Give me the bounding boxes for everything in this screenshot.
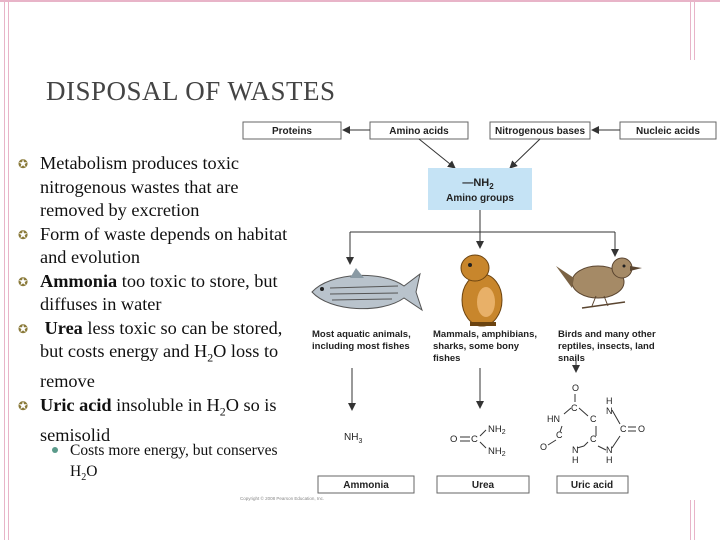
uric-hn: HN: [547, 414, 560, 424]
uric-c-left: C: [556, 430, 563, 440]
bullet-text: insoluble in H: [111, 394, 220, 415]
group-label-birds: Birds and many other reptiles, insects, land snails: [558, 329, 656, 364]
ammonia-formula: [344, 432, 362, 445]
bullet-text-tail: O so is semisolid: [40, 394, 277, 445]
urea-o: O: [450, 434, 458, 445]
group-label-mammals: Mammals, amphibians, sharks, some bony fishes: [433, 329, 538, 364]
arrow-amino-to-group: [419, 139, 455, 168]
subscript: 2: [207, 350, 214, 365]
proteins-label: Proteins: [271, 126, 313, 137]
slide-title: DISPOSAL OF WASTES: [46, 76, 336, 106]
uric-o-right: O: [638, 424, 646, 434]
amino-formula-text: —NH: [462, 177, 490, 189]
uric-n-bottom-right: N: [606, 445, 613, 455]
sub-bullet-text: Costs more energy, but conserves H: [70, 442, 278, 480]
uric-acid-structure: [540, 383, 645, 465]
bullet-text-tail: O loss to remove: [40, 341, 279, 392]
urea-structure: [450, 424, 506, 458]
urea-nh2-bottom: $NH_2$: [488, 446, 506, 458]
bullet-marker-icon: ✪: [18, 321, 29, 336]
uric-n-top: N: [606, 406, 613, 416]
uric-h-bottom-left: H: [572, 455, 579, 465]
uric-c-far: C: [620, 424, 627, 434]
bullet-marker-icon: ✪: [18, 274, 29, 289]
amino-formula-sub: 2: [489, 182, 494, 191]
bullet-text: too toxic to store, but diffuses in water: [40, 270, 278, 314]
nitrogenous-bases-label: Nitrogenous bases: [494, 126, 586, 137]
ammonia-label: Ammonia: [343, 480, 389, 491]
uric-h-top: H: [606, 396, 613, 406]
uric-n-bottom-left: N: [572, 445, 579, 455]
bird-icon: [556, 258, 642, 308]
bullet-text: Form of waste depends on habitat and evolution: [40, 223, 288, 267]
subscript: 2: [81, 472, 87, 484]
urea-nh2-top: $NH_2$: [488, 424, 506, 436]
fish-icon: [312, 268, 422, 310]
sub-bullet-tail: O: [86, 463, 98, 480]
amino-groups-label: Amino groups: [446, 193, 514, 204]
arrow-bases-to-group: [510, 139, 540, 168]
bullet-bold-term: Ammonia: [40, 270, 118, 291]
uric-o-top: O: [572, 383, 580, 393]
uric-acid-label: Uric acid: [570, 480, 614, 491]
nucleic-acids-label: Nucleic acids: [636, 126, 700, 137]
amino-acids-label: Amino acids: [389, 126, 449, 137]
bullet-marker-icon: ✪: [18, 398, 29, 413]
bullet-text: less toxic so can be stored, but costs energy and H: [40, 317, 283, 361]
bullet-text: Metabolism produces toxic nitrogenous wastes that are removed by excretion: [40, 153, 240, 220]
bullet-marker-icon: ✪: [18, 157, 29, 171]
subscript: 2: [219, 404, 226, 419]
urea-label: Urea: [471, 480, 495, 491]
copyright-text: Copyright © 2008 Pearson Education, Inc.: [240, 496, 325, 501]
prairie-dog-icon: [461, 255, 502, 326]
ammonia-formula-sub: 3: [358, 438, 363, 445]
urea-c: C: [471, 434, 478, 445]
uric-c-mid: C: [590, 434, 597, 444]
uric-c-top: C: [571, 403, 578, 413]
group-label-aquatic: Most aquatic animals, including most fishes: [312, 329, 411, 352]
uric-h-bottom-right: H: [606, 455, 613, 465]
uric-o-left: O: [540, 442, 548, 452]
bullet-bold-term: Uric acid: [40, 394, 112, 415]
ammonia-formula-text: NH: [344, 432, 359, 443]
bullet-bold-term: Urea: [44, 317, 83, 338]
bullet-marker-icon: ✪: [18, 227, 29, 242]
uric-c-right: C: [590, 414, 597, 424]
